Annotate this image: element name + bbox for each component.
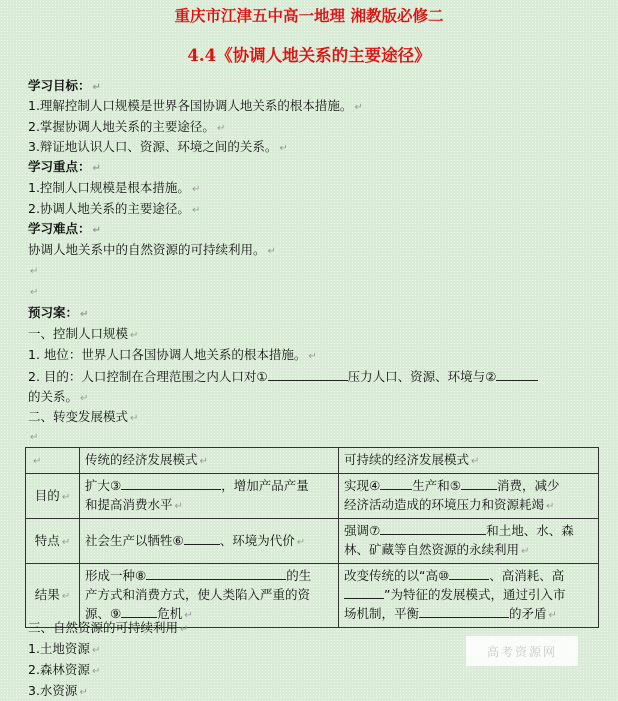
lesson-title: 4.4《协调人地关系的主要途径》 <box>187 46 431 65</box>
section1-line: 的关系。 ↵ <box>28 389 89 404</box>
section1-title: 一、控制人口规模 ↵ <box>28 326 139 341</box>
objective-item: 1.理解控制人口规模是世界各国协调人地关系的根本措施。 ↵ <box>28 98 363 113</box>
empty-paragraph: ↵ <box>30 287 39 298</box>
section1-line: 1. 地位：世界人口各国协调人地关系的根本措施。 ↵ <box>28 347 317 362</box>
row-label-features: 特点 ↵ <box>26 519 80 564</box>
section3-item: 2.森林资源 ↵ <box>28 662 101 677</box>
table-header-cell: ↵ <box>26 448 80 474</box>
preview-heading: 预习案： ↵ <box>28 305 89 320</box>
section2-title: 二、转变发展模式 ↵ <box>28 409 139 424</box>
row-label-result: 结果 ↵ <box>26 564 80 628</box>
key-point-item: 1.控制人口规模是根本措施。 ↵ <box>28 180 201 195</box>
watermark-stamp: 高考资源网 <box>466 636 578 666</box>
section3-title: 三、自然资源的可持续利用 ↵ <box>28 620 189 635</box>
table-cell: 形成一种⑧ 的生 产方式和消费方式，使人类陷入严重的资 源、⑨ 危机 ↵ <box>80 564 339 628</box>
key-points-heading: 学习重点： ↵ <box>28 159 101 174</box>
empty-paragraph: ↵ <box>30 432 39 443</box>
table-cell: 扩大③ ，增加产品产量 和提高消费水平 ↵ <box>80 474 339 519</box>
key-point-item: 2.协调人地关系的主要途径。 ↵ <box>28 201 201 216</box>
table-cell: 强调⑦ 和土地、水、森 林、矿藏等自然资源的永续利用 ↵ <box>339 519 599 564</box>
table-cell: 实现④ 生产和⑤ 消费，减少 经济活动造成的环境压力和资源耗竭 ↵ <box>339 474 599 519</box>
section3-item: 1.土地资源 ↵ <box>28 641 101 656</box>
objective-item: 3.辩证地认识人口、资源、环境之间的关系。 ↵ <box>28 139 288 154</box>
row-label-purpose: 目的 ↵ <box>26 474 80 519</box>
table-cell: 改变传统的以“高⑩ 、高消耗、高 ”为特征的发展模式，通过引入市 场机制，平衡 的矛盾 ↵ <box>339 564 599 628</box>
table-header-cell: 传统的经济发展模式 ↵ <box>80 448 339 474</box>
development-mode-table <box>25 447 599 628</box>
objective-item: 2.掌握协调人地关系的主要途径。 ↵ <box>28 119 226 134</box>
difficulty-text: 协调人地关系中的自然资源的可持续利用。 ↵ <box>28 242 276 257</box>
empty-paragraph: ↵ <box>30 266 39 277</box>
difficulty-heading: 学习难点： ↵ <box>28 221 101 236</box>
objectives-heading: 学习目标： ↵ <box>28 78 101 93</box>
document-title: 重庆市江津五中高一地理 湘教版必修二 <box>174 6 444 25</box>
table-header-cell: 可持续的经济发展模式 ↵ <box>339 448 599 474</box>
section3-item: 3.水资源 ↵ <box>28 683 88 698</box>
table-cell: 社会生产以牺牲⑥ 、环境为代价 ↵ <box>80 519 339 564</box>
section1-line: 2. 目的：人口控制在合理范围之内人口对① 压力人口、资源、环境与② <box>28 368 538 385</box>
